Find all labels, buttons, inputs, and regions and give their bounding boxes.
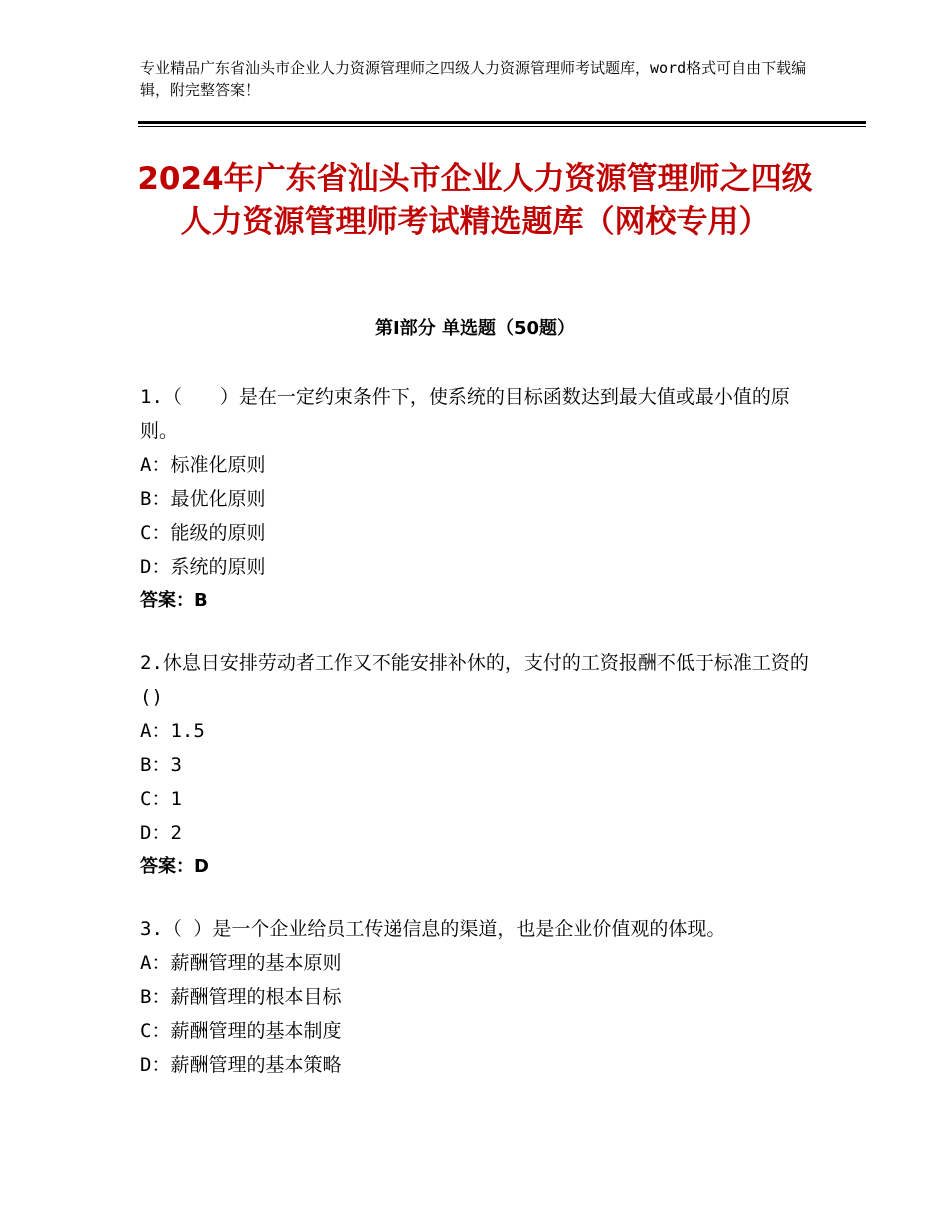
option-b: B：最优化原则 (140, 488, 266, 510)
option-c: C：能级的原则 (140, 522, 266, 544)
option-a: A：薪酬管理的基本原则 (140, 952, 342, 974)
option-c: C：薪酬管理的基本制度 (140, 1020, 342, 1042)
option-a: A：1.5 (140, 720, 205, 742)
question-answer: 答案：B (140, 590, 208, 611)
question-stem: 1.（ ）是在一定约束条件下，使系统的目标函数达到最大值或最小值的原则。 (140, 386, 790, 442)
option-d: D：系统的原则 (140, 556, 266, 578)
question-3 (140, 912, 820, 1082)
header-rule-thin (138, 126, 866, 127)
option-d: D：2 (140, 822, 182, 844)
question-1 (140, 380, 820, 618)
header-rule-thick (138, 121, 866, 124)
question-list (140, 380, 820, 1110)
question-2 (140, 646, 820, 884)
question-stem: 2.休息日安排劳动者工作又不能安排补休的，支付的工资报酬不低于标准工资的() (140, 652, 809, 708)
question-stem: 3.（ ）是一个企业给员工传递信息的渠道，也是企业价值观的体现。 (140, 918, 726, 940)
header-note: 专业精品广东省汕头市企业人力资源管理师之四级人力资源管理师考试题库，word格式可自由下载编辑，附完整答案！ (140, 59, 807, 99)
section-title: 第Ⅰ部分 单选题（50题） (374, 318, 575, 339)
option-b: B：薪酬管理的根本目标 (140, 986, 342, 1008)
option-b: B：3 (140, 754, 182, 776)
document-title: 2024年广东省汕头市企业人力资源管理师之四级人力资源管理师考试精选题库（网校专用） (137, 161, 813, 240)
option-c: C：1 (140, 788, 182, 810)
option-a: A：标准化原则 (140, 454, 266, 476)
option-d: D：薪酬管理的基本策略 (140, 1054, 342, 1076)
question-answer: 答案：D (140, 856, 209, 877)
